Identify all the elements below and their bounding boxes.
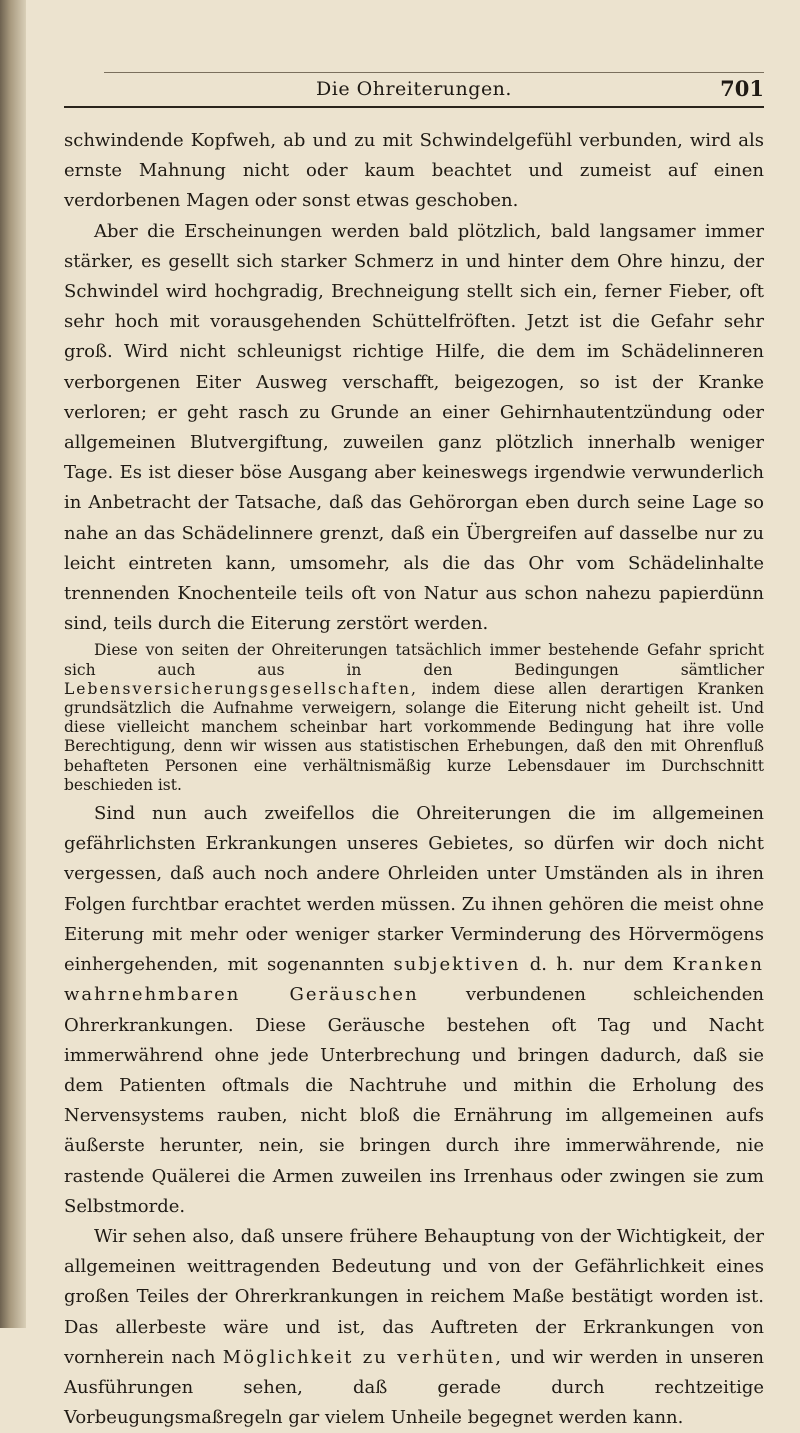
page-header [64,72,764,108]
book-page [64,72,764,1433]
running-title: Die Ohreiterungen. [316,78,512,100]
note-text-end: indem diese allen derartigen Kranken grundsätzlich die Aufnahme verweigern, solange die Eiterung nicht geheilt ist. Und diese vielleicht manchem scheinbar hart vorkommende Bedingung hat ihre volle Berechtigung, denn wir wissen aus statistischen Erhebungen, daß den mit Ohrenfluß behafteten Personen eine verhältnismäßig kurze Lebensdauer im Durchschnitt beschieden ist. [64,679,764,794]
p4-spaced-term: Möglichkeit zu verhüten, [222,1346,503,1368]
paragraph-2: Aber die Erscheinungen werden bald plötzlich, bald langsamer immer stärker, es gesellt sich starker Schmerz in und hinter dem Ohre hinzu, der Schwindel wird hochgradig, Brechneigung stellt sich ein, ferner Fieber, oft sehr hoch mit vorausgehenden Schüttelfröften. Jetzt ist die Gefahr sehr groß. Wird nicht schleunigst richtige Hilfe, die dem im Schädelinneren verborgenen Eiter Ausweg verschafft, beigezogen, so ist der Kranke verloren; er geht rasch zu Grunde an einer Gehirnhautentzündung oder allgemeinen Blutvergiftung, zuweilen ganz plötzlich innerhalb weniger Tage. Es ist dieser böse Ausgang aber keineswegs irgendwie verwunderlich in Anbetracht der Tatsache, daß das Gehörorgan eben durch seine Lage so nahe an das Schädelinnere grenzt, daß ein Übergreifen auf dasselbe nur zu leicht eintreten kann, umsomehr, als die das Ohr vom Schädelinhalte trennenden Knochenteile teils oft von Natur aus schon nahezu papierdünn sind, teils durch die Eiterung zerstört werden. [64,220,764,635]
p3-spaced-term-2: Kranken wahrnehmbaren Geräuschen [64,954,764,1006]
note-spaced-term: Lebensversicherungsgesellschaften, [64,679,418,698]
p3-text-mid: d. h. nur dem [529,954,664,976]
body-text [64,126,764,1433]
paragraph-3 [64,799,764,1222]
p3-spaced-term-1: subjektiven [393,954,521,976]
p3-text-start: Sind nun auch zweifellos die Ohreiterungen die im allgemeinen gefährlichsten Erkrankungen unseres Gebietes, so dürfen wir doch nicht vergessen, daß auch noch andere Ohrleiden unter Umständen als in ihren Folgen furchtbar erachtet werden müssen. Zu ihnen gehören die meist ohne Eiterung mit mehr oder weniger starker Verminderung des Hörvermögens einhergehenden, mit sogenannten [64,803,764,976]
book-binding-shadow [0,0,26,1328]
page-number: 701 [720,76,764,101]
p3-text-end: verbundenen schleichenden Ohrerkrankungen. Diese Geräusche bestehen oft Tag und Nacht immerwährend ohne jede Unterbrechung und bringen dadurch, daß sie dem Patienten oftmals die Nachtruhe und mithin die Erholung des Nervensystems rauben, nicht bloß die Ernährung im allgemeinen aufs äußerste herunter, nein, sie bringen durch ihre immerwährende, nie rastende Quälerei die Armen zuweilen ins Irrenhaus oder zwingen sie zum Selbstmorde. [64,984,764,1217]
footnote-paragraph [64,641,764,795]
paragraph-4 [64,1222,764,1433]
p4-text-end: und wir werden in unseren Ausführungen sehen, daß gerade durch rechtzeitige Vorbeugungsmaßregeln gar vielem Unheile begegnet werden kann. [64,1346,764,1429]
p4-text-start: Wir sehen also, daß unsere frühere Behauptung von der Wichtigkeit, der allgemeinen weittragenden Bedeutung und von der Gefährlichkeit eines großen Teiles der Ohrerkrankungen in reichem Maße bestätigt worden ist. Das allerbeste wäre und ist, das Auftreten der Erkrankungen von vornherein nach [64,1225,764,1368]
header-rule [104,72,764,73]
note-text-start: Diese von seiten der Ohreiterungen tatsächlich immer bestehende Gefahr spricht sich auch aus in den Bedingungen sämtlicher [64,641,764,679]
paragraph-1: schwindende Kopfweh, ab und zu mit Schwindelgefühl verbunden, wird als ernste Mahnung nicht oder kaum beachtet und zumeist auf einen verdorbenen Magen oder sonst etwas geschoben. [64,130,764,212]
